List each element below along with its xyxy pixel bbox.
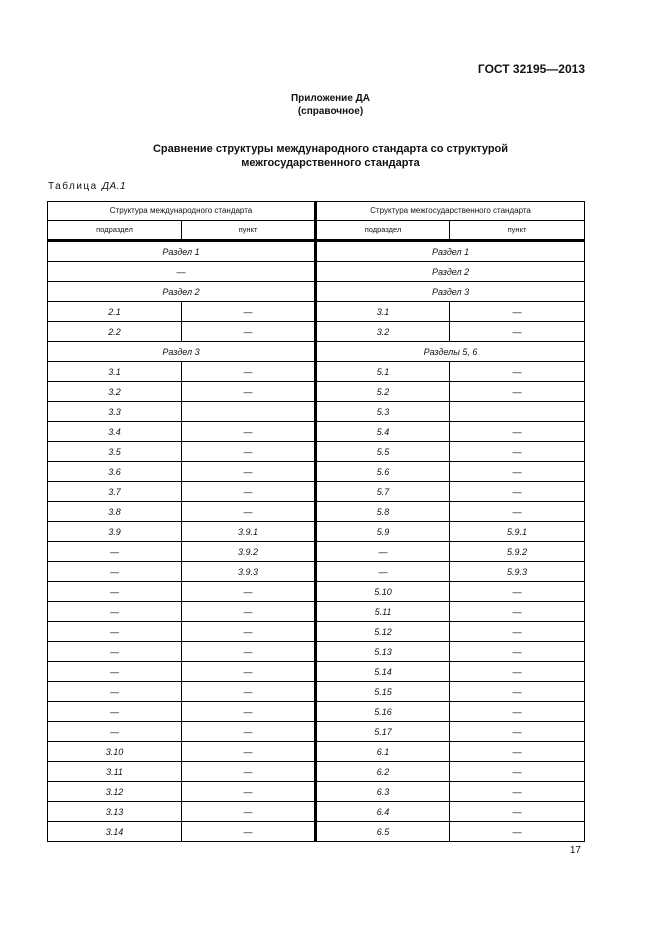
interstate-subsection-cell: 6.4 <box>316 802 450 822</box>
interstate-clause-cell <box>450 402 585 422</box>
international-clause-cell: — <box>182 762 316 782</box>
international-clause-cell: — <box>182 422 316 442</box>
international-clause-cell: 3.9.1 <box>182 522 316 542</box>
interstate-subsection-cell: 5.17 <box>316 722 450 742</box>
interstate-clause-cell: — <box>450 642 585 662</box>
interstate-subsection-cell: 3.2 <box>316 322 450 342</box>
international-section-cell: Раздел 3 <box>48 342 316 362</box>
interstate-subsection-cell: 5.16 <box>316 702 450 722</box>
header-interstate-structure: Структура межгосударственного стандарта <box>316 202 585 221</box>
table-row <box>48 782 585 802</box>
international-subsection-cell: — <box>48 622 182 642</box>
interstate-clause-cell: — <box>450 782 585 802</box>
header-international-structure: Структура международного стандарта <box>48 202 316 221</box>
table-subheader-row <box>48 221 585 241</box>
interstate-clause-cell: — <box>450 422 585 442</box>
international-clause-cell <box>182 402 316 422</box>
international-clause-cell: — <box>182 702 316 722</box>
table-row <box>48 342 585 362</box>
header-clause-right: пункт <box>450 221 585 241</box>
international-subsection-cell: 3.2 <box>48 382 182 402</box>
international-subsection-cell: 3.6 <box>48 462 182 482</box>
interstate-clause-cell: 5.9.2 <box>450 542 585 562</box>
interstate-subsection-cell: 5.12 <box>316 622 450 642</box>
international-subsection-cell: 3.7 <box>48 482 182 502</box>
section-title-line-2: межгосударственного стандарта <box>241 157 420 169</box>
table-row <box>48 402 585 422</box>
international-clause-cell: — <box>182 382 316 402</box>
section-title <box>0 142 661 170</box>
international-subsection-cell: 3.13 <box>48 802 182 822</box>
interstate-clause-cell: — <box>450 702 585 722</box>
international-clause-cell: — <box>182 362 316 382</box>
table-row <box>48 582 585 602</box>
table-row <box>48 742 585 762</box>
interstate-clause-cell: — <box>450 682 585 702</box>
international-subsection-cell: 2.1 <box>48 302 182 322</box>
international-subsection-cell: 3.11 <box>48 762 182 782</box>
table-row <box>48 502 585 522</box>
interstate-subsection-cell: 5.8 <box>316 502 450 522</box>
interstate-clause-cell: — <box>450 362 585 382</box>
interstate-subsection-cell: 5.14 <box>316 662 450 682</box>
international-clause-cell: — <box>182 482 316 502</box>
international-clause-cell: 3.9.3 <box>182 562 316 582</box>
table-row <box>48 462 585 482</box>
international-clause-cell: — <box>182 302 316 322</box>
interstate-clause-cell: — <box>450 582 585 602</box>
international-subsection-cell: — <box>48 582 182 602</box>
international-subsection-cell: 2.2 <box>48 322 182 342</box>
table-row <box>48 422 585 442</box>
interstate-subsection-cell: 5.9 <box>316 522 450 542</box>
international-clause-cell: — <box>182 782 316 802</box>
table-row <box>48 362 585 382</box>
table-row <box>48 682 585 702</box>
interstate-clause-cell: — <box>450 382 585 402</box>
interstate-subsection-cell: — <box>316 542 450 562</box>
interstate-clause-cell: — <box>450 802 585 822</box>
international-clause-cell: — <box>182 722 316 742</box>
interstate-clause-cell: — <box>450 622 585 642</box>
table-row <box>48 642 585 662</box>
table-row <box>48 662 585 682</box>
international-clause-cell: — <box>182 462 316 482</box>
table-row <box>48 442 585 462</box>
table-row <box>48 482 585 502</box>
table-row <box>48 302 585 322</box>
interstate-subsection-cell: 5.6 <box>316 462 450 482</box>
international-subsection-cell: — <box>48 562 182 582</box>
international-section-cell: — <box>48 262 316 282</box>
comparison-table <box>47 201 585 842</box>
interstate-clause-cell: 5.9.1 <box>450 522 585 542</box>
international-clause-cell: — <box>182 822 316 842</box>
international-subsection-cell: — <box>48 642 182 662</box>
international-clause-cell: — <box>182 662 316 682</box>
interstate-clause-cell: — <box>450 442 585 462</box>
interstate-clause-cell: — <box>450 662 585 682</box>
interstate-clause-cell: — <box>450 762 585 782</box>
table-row <box>48 622 585 642</box>
international-clause-cell: — <box>182 622 316 642</box>
section-title-line-1: Сравнение структуры международного стандарта со структурой <box>152 143 509 155</box>
table-caption <box>48 181 126 192</box>
interstate-subsection-cell: 5.7 <box>316 482 450 502</box>
table-caption-word: Таблица <box>48 181 98 192</box>
international-subsection-cell: 3.1 <box>48 362 182 382</box>
international-subsection-cell: — <box>48 542 182 562</box>
interstate-clause-cell: 5.9.3 <box>450 562 585 582</box>
international-subsection-cell: 3.10 <box>48 742 182 762</box>
table-row <box>48 522 585 542</box>
international-subsection-cell: — <box>48 682 182 702</box>
interstate-section-cell: Раздел 1 <box>316 241 585 262</box>
international-subsection-cell: 3.12 <box>48 782 182 802</box>
table-row <box>48 762 585 782</box>
interstate-clause-cell: — <box>450 722 585 742</box>
table-row <box>48 562 585 582</box>
table-row <box>48 822 585 842</box>
international-clause-cell: — <box>182 642 316 662</box>
interstate-clause-cell: — <box>450 742 585 762</box>
appendix-heading <box>0 92 661 118</box>
international-clause-cell: — <box>182 582 316 602</box>
interstate-subsection-cell: 5.2 <box>316 382 450 402</box>
table-caption-number: ДА.1 <box>102 181 127 192</box>
international-clause-cell: 3.9.2 <box>182 542 316 562</box>
international-clause-cell: — <box>182 682 316 702</box>
table-row <box>48 241 585 262</box>
interstate-clause-cell: — <box>450 462 585 482</box>
table-row <box>48 542 585 562</box>
international-subsection-cell: 3.9 <box>48 522 182 542</box>
page-number: 17 <box>569 845 581 856</box>
international-clause-cell: — <box>182 322 316 342</box>
interstate-subsection-cell: 6.5 <box>316 822 450 842</box>
table-row <box>48 282 585 302</box>
appendix-subtitle: (справочное) <box>297 106 364 117</box>
table-row <box>48 602 585 622</box>
interstate-clause-cell: — <box>450 822 585 842</box>
table-row <box>48 722 585 742</box>
interstate-subsection-cell: — <box>316 562 450 582</box>
international-section-cell: Раздел 2 <box>48 282 316 302</box>
interstate-subsection-cell: 5.10 <box>316 582 450 602</box>
table-row <box>48 802 585 822</box>
international-subsection-cell: 3.5 <box>48 442 182 462</box>
international-clause-cell: — <box>182 742 316 762</box>
international-clause-cell: — <box>182 602 316 622</box>
interstate-subsection-cell: 6.2 <box>316 762 450 782</box>
interstate-subsection-cell: 6.3 <box>316 782 450 802</box>
international-clause-cell: — <box>182 442 316 462</box>
interstate-clause-cell: — <box>450 322 585 342</box>
table-body <box>48 241 585 842</box>
interstate-section-cell: Разделы 5, 6 <box>316 342 585 362</box>
interstate-subsection-cell: 3.1 <box>316 302 450 322</box>
international-subsection-cell: — <box>48 602 182 622</box>
interstate-clause-cell: — <box>450 602 585 622</box>
header-subsection-right: подраздел <box>316 221 450 241</box>
interstate-subsection-cell: 5.4 <box>316 422 450 442</box>
interstate-clause-cell: — <box>450 482 585 502</box>
international-subsection-cell: 3.3 <box>48 402 182 422</box>
interstate-subsection-cell: 5.3 <box>316 402 450 422</box>
interstate-subsection-cell: 6.1 <box>316 742 450 762</box>
international-section-cell: Раздел 1 <box>48 241 316 262</box>
international-subsection-cell: 3.8 <box>48 502 182 522</box>
interstate-section-cell: Раздел 3 <box>316 282 585 302</box>
appendix-title: Приложение ДА <box>290 93 371 104</box>
interstate-subsection-cell: 5.15 <box>316 682 450 702</box>
table-header-row <box>48 202 585 221</box>
interstate-subsection-cell: 5.1 <box>316 362 450 382</box>
international-subsection-cell: — <box>48 662 182 682</box>
table-row <box>48 262 585 282</box>
international-clause-cell: — <box>182 502 316 522</box>
interstate-section-cell: Раздел 2 <box>316 262 585 282</box>
document-code: ГОСТ 32195—2013 <box>477 62 585 76</box>
header-clause-left: пункт <box>182 221 316 241</box>
header-subsection-left: подраздел <box>48 221 182 241</box>
international-subsection-cell: 3.4 <box>48 422 182 442</box>
table-row <box>48 322 585 342</box>
interstate-clause-cell: — <box>450 502 585 522</box>
interstate-subsection-cell: 5.5 <box>316 442 450 462</box>
international-subsection-cell: — <box>48 722 182 742</box>
interstate-subsection-cell: 5.11 <box>316 602 450 622</box>
table-row <box>48 702 585 722</box>
interstate-clause-cell: — <box>450 302 585 322</box>
international-clause-cell: — <box>182 802 316 822</box>
interstate-subsection-cell: 5.13 <box>316 642 450 662</box>
international-subsection-cell: 3.14 <box>48 822 182 842</box>
table-row <box>48 382 585 402</box>
international-subsection-cell: — <box>48 702 182 722</box>
